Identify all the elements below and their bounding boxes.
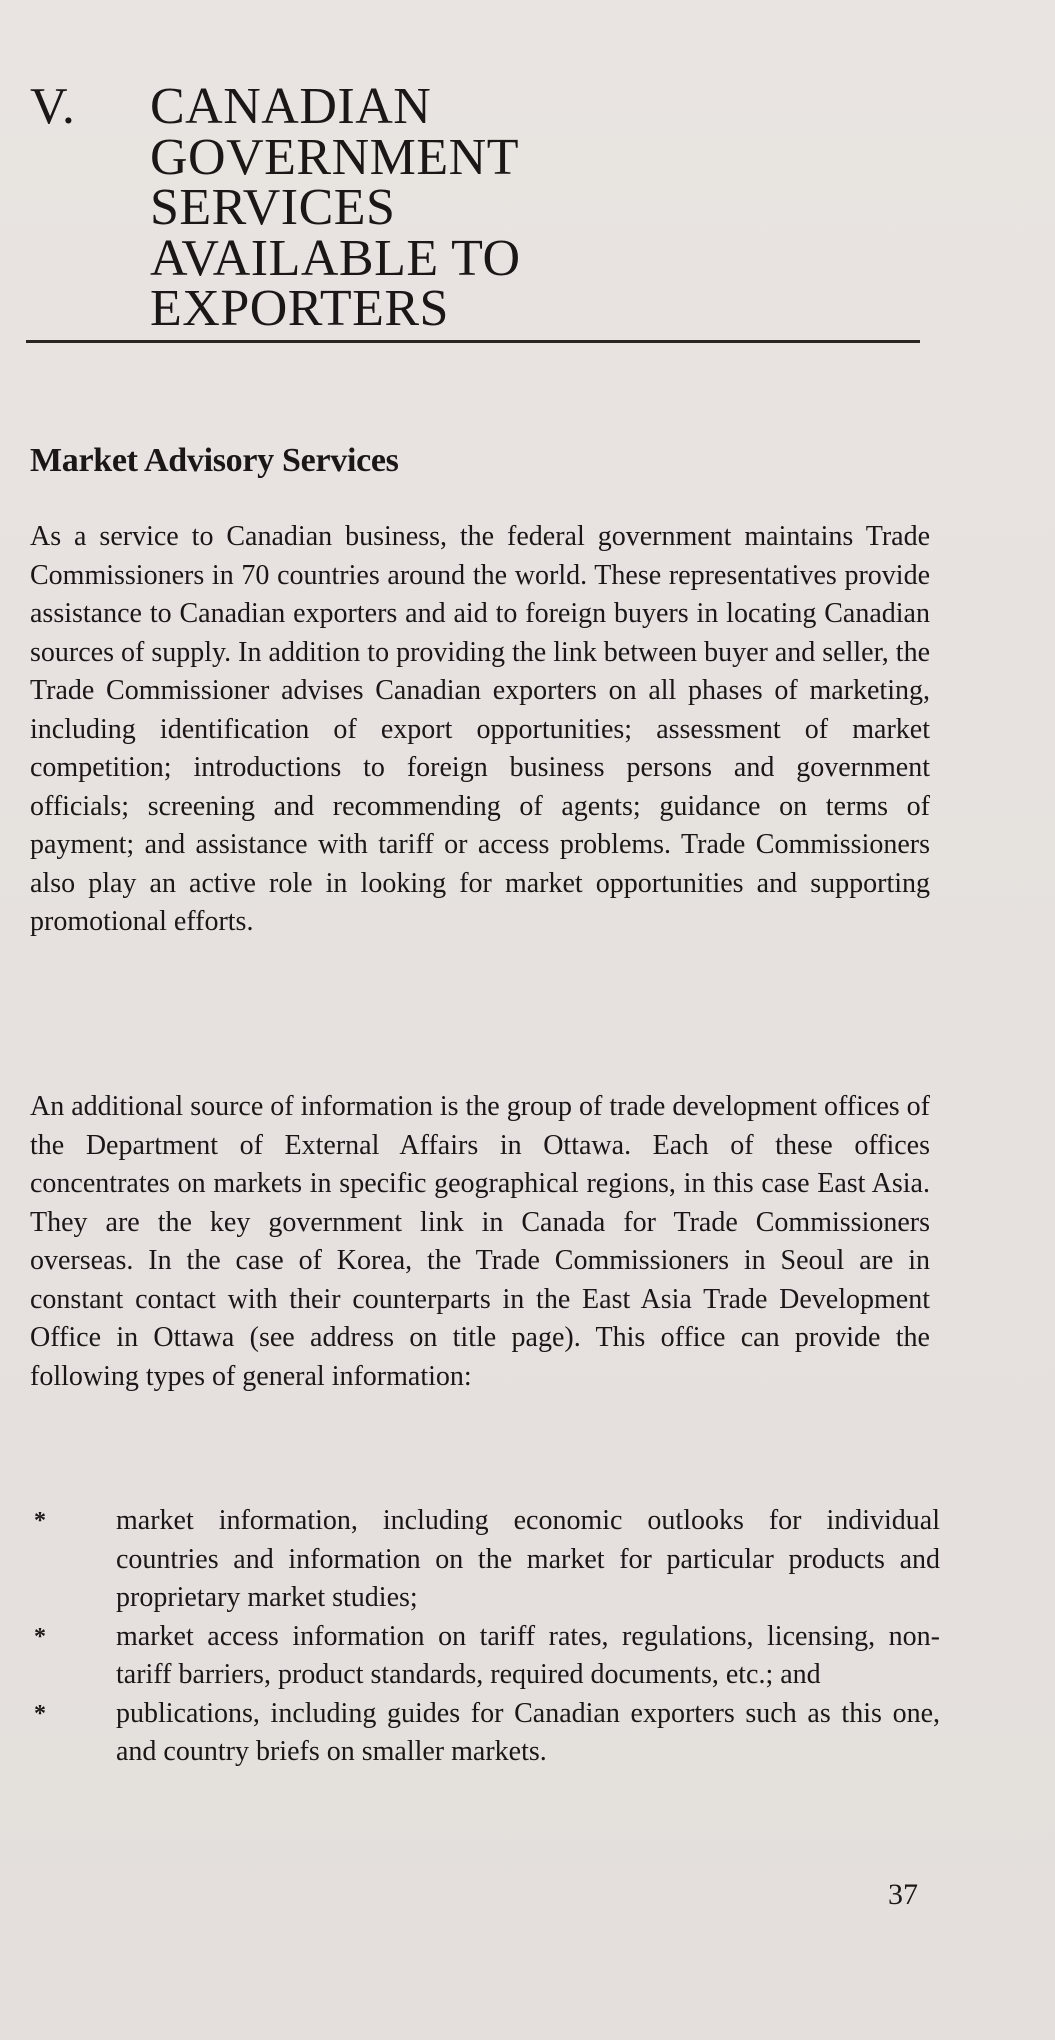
chapter-title-line: CANADIAN xyxy=(150,78,432,135)
bullet-marker: * xyxy=(34,1700,46,1727)
heading-divider xyxy=(26,340,920,343)
chapter-number: V. xyxy=(30,78,76,135)
list-item-text: market access information on tariff rates, regulations, licensing, non-tariff barriers, product standards, required documents, etc.; and xyxy=(116,1620,940,1690)
body-paragraph: An additional source of information is the group of trade development offices of the Department of External Affairs in Ottawa. Each of these offices concentrates on markets in specific geographical regions, in this case East Asia. They are the key government link in Canada for Trade Commissioners overseas. In the case of Korea, the Trade Commissioners in Seoul are in constant contact with their counterparts in the East Asia Trade Development Office in Ottawa (see address on title page). This office can provide the following types of general information: xyxy=(30,1091,930,1392)
list-item xyxy=(30,1502,940,1618)
section-heading: Market Advisory Services xyxy=(30,442,399,479)
chapter-title xyxy=(150,78,910,337)
page-number: 37 xyxy=(888,1878,918,1911)
list-item-text: market information, including economic outlooks for individual countries and information on the market for particular products and proprietary market studies; xyxy=(116,1505,940,1613)
bullet-marker: * xyxy=(34,1623,46,1650)
list-item xyxy=(30,1618,940,1695)
list-item xyxy=(30,1695,940,1772)
chapter-title-line: EXPORTERS xyxy=(150,280,449,337)
bullet-list xyxy=(30,1502,940,1772)
chapter-title-line: GOVERNMENT xyxy=(150,128,519,186)
body-paragraph: As a service to Canadian business, the federal government maintains Trade Commissioners in 70 countries around the world. These representatives provide assistance to Canadian exporters and aid to foreign buyers in locating Canadian sources of supply. In addition to providing the link between buyer and seller, the Trade Commissioner advises Canadian exporters on all phases of marketing, including identification of export opportunities; assessment of market competition; introductions to foreign business persons and government officials; screening and recommending of agents; guidance on terms of payment; and assistance with tariff or access problems. Trade Commissioners also play an active role in looking for market opportunities and supporting promotional efforts. xyxy=(30,521,930,937)
chapter-title-line: AVAILABLE TO xyxy=(150,229,521,287)
bullet-marker: * xyxy=(34,1508,46,1534)
chapter-title-line: SERVICES xyxy=(150,179,396,236)
list-item-text: publications, including guides for Canadian exporters such as this one, and country briefs on smaller markets. xyxy=(116,1697,940,1767)
